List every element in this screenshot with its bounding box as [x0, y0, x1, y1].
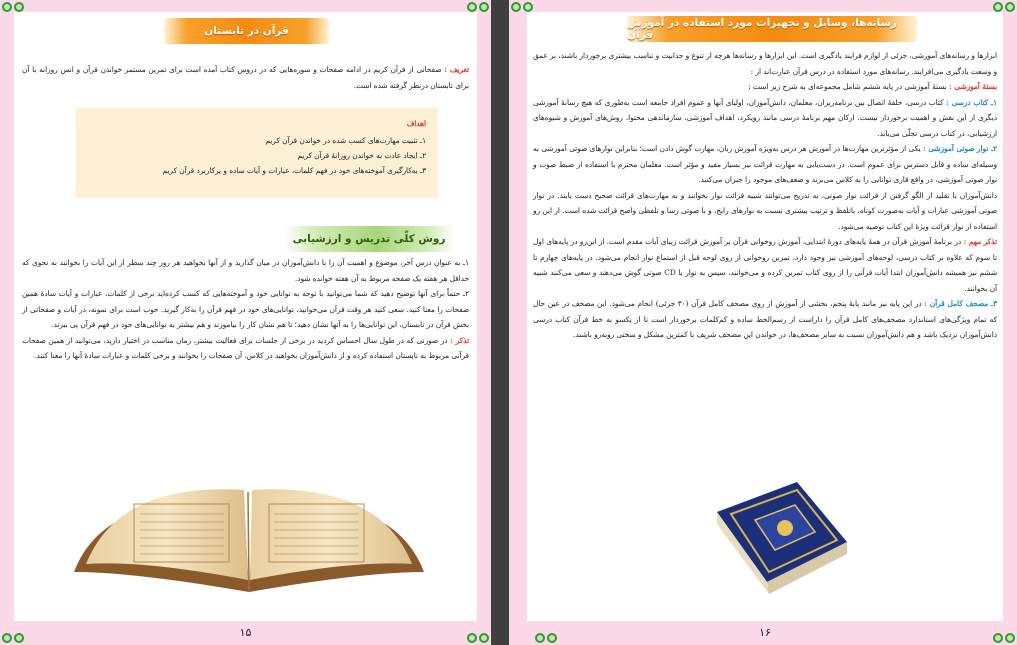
method-banner-title: روش کلّی تدریس و ارزشیابی	[292, 233, 446, 245]
package-label: بستهٔ آموزشی :	[949, 82, 997, 91]
note-text: در صورتی که در طول سال احساس کردید در برخی از جلسات برای فعالیت بیشتر، زمان مناسب در اختیار دارید، می‌توانید از همین صفحات قرآنی مربوط به تابستان استفاده کرده و از دانش‌آموزان بخواهید در کلاس، آن صفحات را بخوانند و برخی کلمات و عبارات سادهٔ آنها را معنا کنند.	[22, 335, 469, 360]
goals-box	[76, 108, 438, 198]
note-label: تذکر :	[450, 335, 469, 345]
page-number: ۱۶	[759, 626, 771, 639]
method-text	[22, 255, 469, 364]
corner-decoration	[467, 2, 489, 12]
page-number: ۱۵	[239, 626, 252, 639]
audio-text: یکی از مؤثرترین مهارت‌ها در آموزش هر درس به‌ویژه آموزش زبان، مهارت گوش دادن است؛ بنابراین نوارهای صوتی آموزشی به وسیله‌ای ساده و قابل دسترس برای عموم است. در دست‌یابی به مهارت قرائت نیز بسیار مفید و مؤثر است. معلمان محترم با استفاده از ضبط صوت و نوار صوتی آموزشی، در واقع قاری توانایی را به کلاس می‌برند و ضعف‌های موجود را جبران می‌کنند.	[533, 144, 997, 184]
method-paragraph-1: ۱ـ به عنوان درس آخر، موضوع و اهمیت آن را با دانش‌آموزان در میان گذارید و از آنها بخواهید هر روز چند سطر از این آیات را بخوانند به نحوی که حداقل هر هفته یک صفحه مربوط به آن هفته خوانده شود.	[22, 258, 469, 283]
audio-more-text: دانش‌آموزان با تقلید از الگو گرفتن از قرائت نوار صوتی، به تدریج می‌توانند شبیه قرائت نوار بخوانند و به مهارت‌های قرائت صحیح دست یابند. در نوار صوتی آموزشی عبارات و آیات به‌صورت کوتاه، باتلفظ و ترتیب بیشتری نسبت به نوارهای رایج، و با صوتی رسا و تلفظی واضح قرائت شده است. از این رو استفاده از نوار قرائت ویژهٔ این کتاب توصیه می‌شود.	[533, 190, 997, 231]
page-sheet	[14, 12, 477, 639]
page-sheet	[527, 12, 1003, 639]
section-banner	[164, 18, 329, 44]
audio-label: ۲ـ نوار صوتی آموزشی :	[923, 144, 997, 153]
goal-item: ۲ـ ایجاد عادت به خواندن روزانهٔ قرآن کریم	[297, 151, 426, 160]
tip-text: در برنامهٔ آموزش قرآن در همهٔ پایه‌های دورهٔ ابتدایی، آموزش روخوانی قرآن بر آموزش قرائت زیبای آیات مقدم است. از این‌رو در پایه‌های اول تا سوم که علاوه بر کتاب درسی، لوحه‌های آموزشی نیز وجود دارد، تمرین روخوانی از روی لوحه قبل از استماع نوار انجام می‌شود. در پایه‌های چهارم تا ششم نیز همیشه دانش‌آموزان ابتدا آیات قرآنی را از روی کتاب تمرین کرده و می‌خوانند، سپس به نوار یا CD صوتی گوش می‌دهند و سعی می‌کنند شبیه آن بخوانند.	[533, 237, 997, 293]
mushaf-label: ۳ـ مصحف کامل قرآن :	[924, 299, 997, 308]
mushaf-text: در این پایه نیز مانند پایهٔ پنجم، بخشی از آموزش از روی مصحف کامل قرآن (۳۰ جزئی) انجام می‌شود. این مصحف در عین حال که تمام ویژگی‌های استاندارد مصحف‌های کامل قرآن را داراست از رسم‌الخط ساده و کم‌کلمات برخوردار است تا از یکسو به خط قرآن کتاب درسی دانش‌آموزان نزدیک باشد و هم دانش‌آموزان نسبت به سایر مصحف‌ها، در خواندن این مصحف شریف با کمترین مشکل و سختی روبه‌رو باشند.	[533, 299, 997, 339]
intro-text: ابزارها و رسانه‌های آموزشی، جزئی از لوازم فرایند یادگیری است. این ابزارها و رسانه‌ها هرچه از تنوع و جذابیت و تناسب بیشتری برخوردار باشند، بر عمق و وسعت یادگیری می‌افزایند. رسانه‌های مورد استفاده در درس قرآن عبارت‌اند از :	[533, 51, 997, 76]
banner-title: رسانه‌ها، وسایل و تجهیزات مورد استفاده در آموزش قرآن	[627, 17, 897, 41]
corner-decoration	[993, 2, 1015, 12]
intro-label: تعریف :	[444, 65, 469, 74]
goal-item: ۱ـ تثبیت مهارت‌های کسب شده در خواندن قرآن کریم	[265, 136, 426, 145]
media-text	[533, 48, 997, 343]
method-banner	[284, 226, 454, 252]
banner-title: قرآن در تابستان	[204, 25, 289, 37]
goals-title: اهداف	[406, 119, 426, 128]
tip-label: تذکر مهم :	[963, 237, 997, 246]
textbook-text: کتاب درسی، حلقهٔ اتصال بین برنامه‌ریزان، معلمان، دانش‌آموزان، اولیای آنها و عموم افراد جامعه است به‌طوری که هیچ رسانهٔ آموزشی دیگری از این نقش و اهمیت برخوردار نیست. ارکان مهم برنامهٔ درسی مانند رویکرد، اهداف آموزشی، سازماندهی محتوا، روش‌های آموزش و شیوه‌های ارزشیابی، در کتاب درسی تجلّی می‌یابد.	[533, 97, 997, 138]
intro-paragraph	[22, 62, 469, 93]
method-paragraph-2: ۲ـ حتماً برای آنها توضیح دهید که شما می‌توانید با توجه به توانایی خود و آموخته‌هایی که کسب کرده‌اید برخی از کلمات، عبارات و آیات سادهٔ همین صفحات را معنا کنید. سعی کنید هر وقت قرآن می‌خوانید، توانایی‌های خود در فهم قرآن را به‌کار گیرید. خوب است برای نمونه، در آیات و صفحاتی از بخش قرآن در تابستان، این توانایی‌ها را به آنها نشان دهید؛ تا هم نشان کار را بیاموزند و هم بیشتر به توانایی‌های خود در فهم قرآن پی ببرند.	[22, 289, 469, 329]
open-quran-image	[64, 452, 434, 602]
page-gutter	[491, 0, 509, 645]
section-banner	[627, 16, 917, 42]
closed-quran-image	[697, 472, 857, 622]
goal-item: ۳ـ به‌کارگیری آموخته‌های خود در فهم کلمات، عبارات و آیات ساده و پرکاربرد قرآن کریم	[162, 166, 426, 175]
page-16	[509, 0, 1017, 645]
textbook-label: ۱ـ کتاب درسی :	[946, 97, 997, 107]
intro-text: صفحاتی از قرآن کریم در ادامه صفحات و سوره‌هایی که در دروس کتاب آمده است برای تمرین مستمر خواندن قرآن و انس روزانه با آن برای تابستان درنظر گرفته شده است.	[22, 65, 469, 90]
page-15	[0, 0, 491, 645]
package-text: بستهٔ آموزشی در پایه ششم شامل مجموعه‌ای به شرح زیر است :	[748, 82, 947, 91]
corner-decoration	[2, 2, 24, 12]
corner-decoration	[511, 2, 533, 12]
